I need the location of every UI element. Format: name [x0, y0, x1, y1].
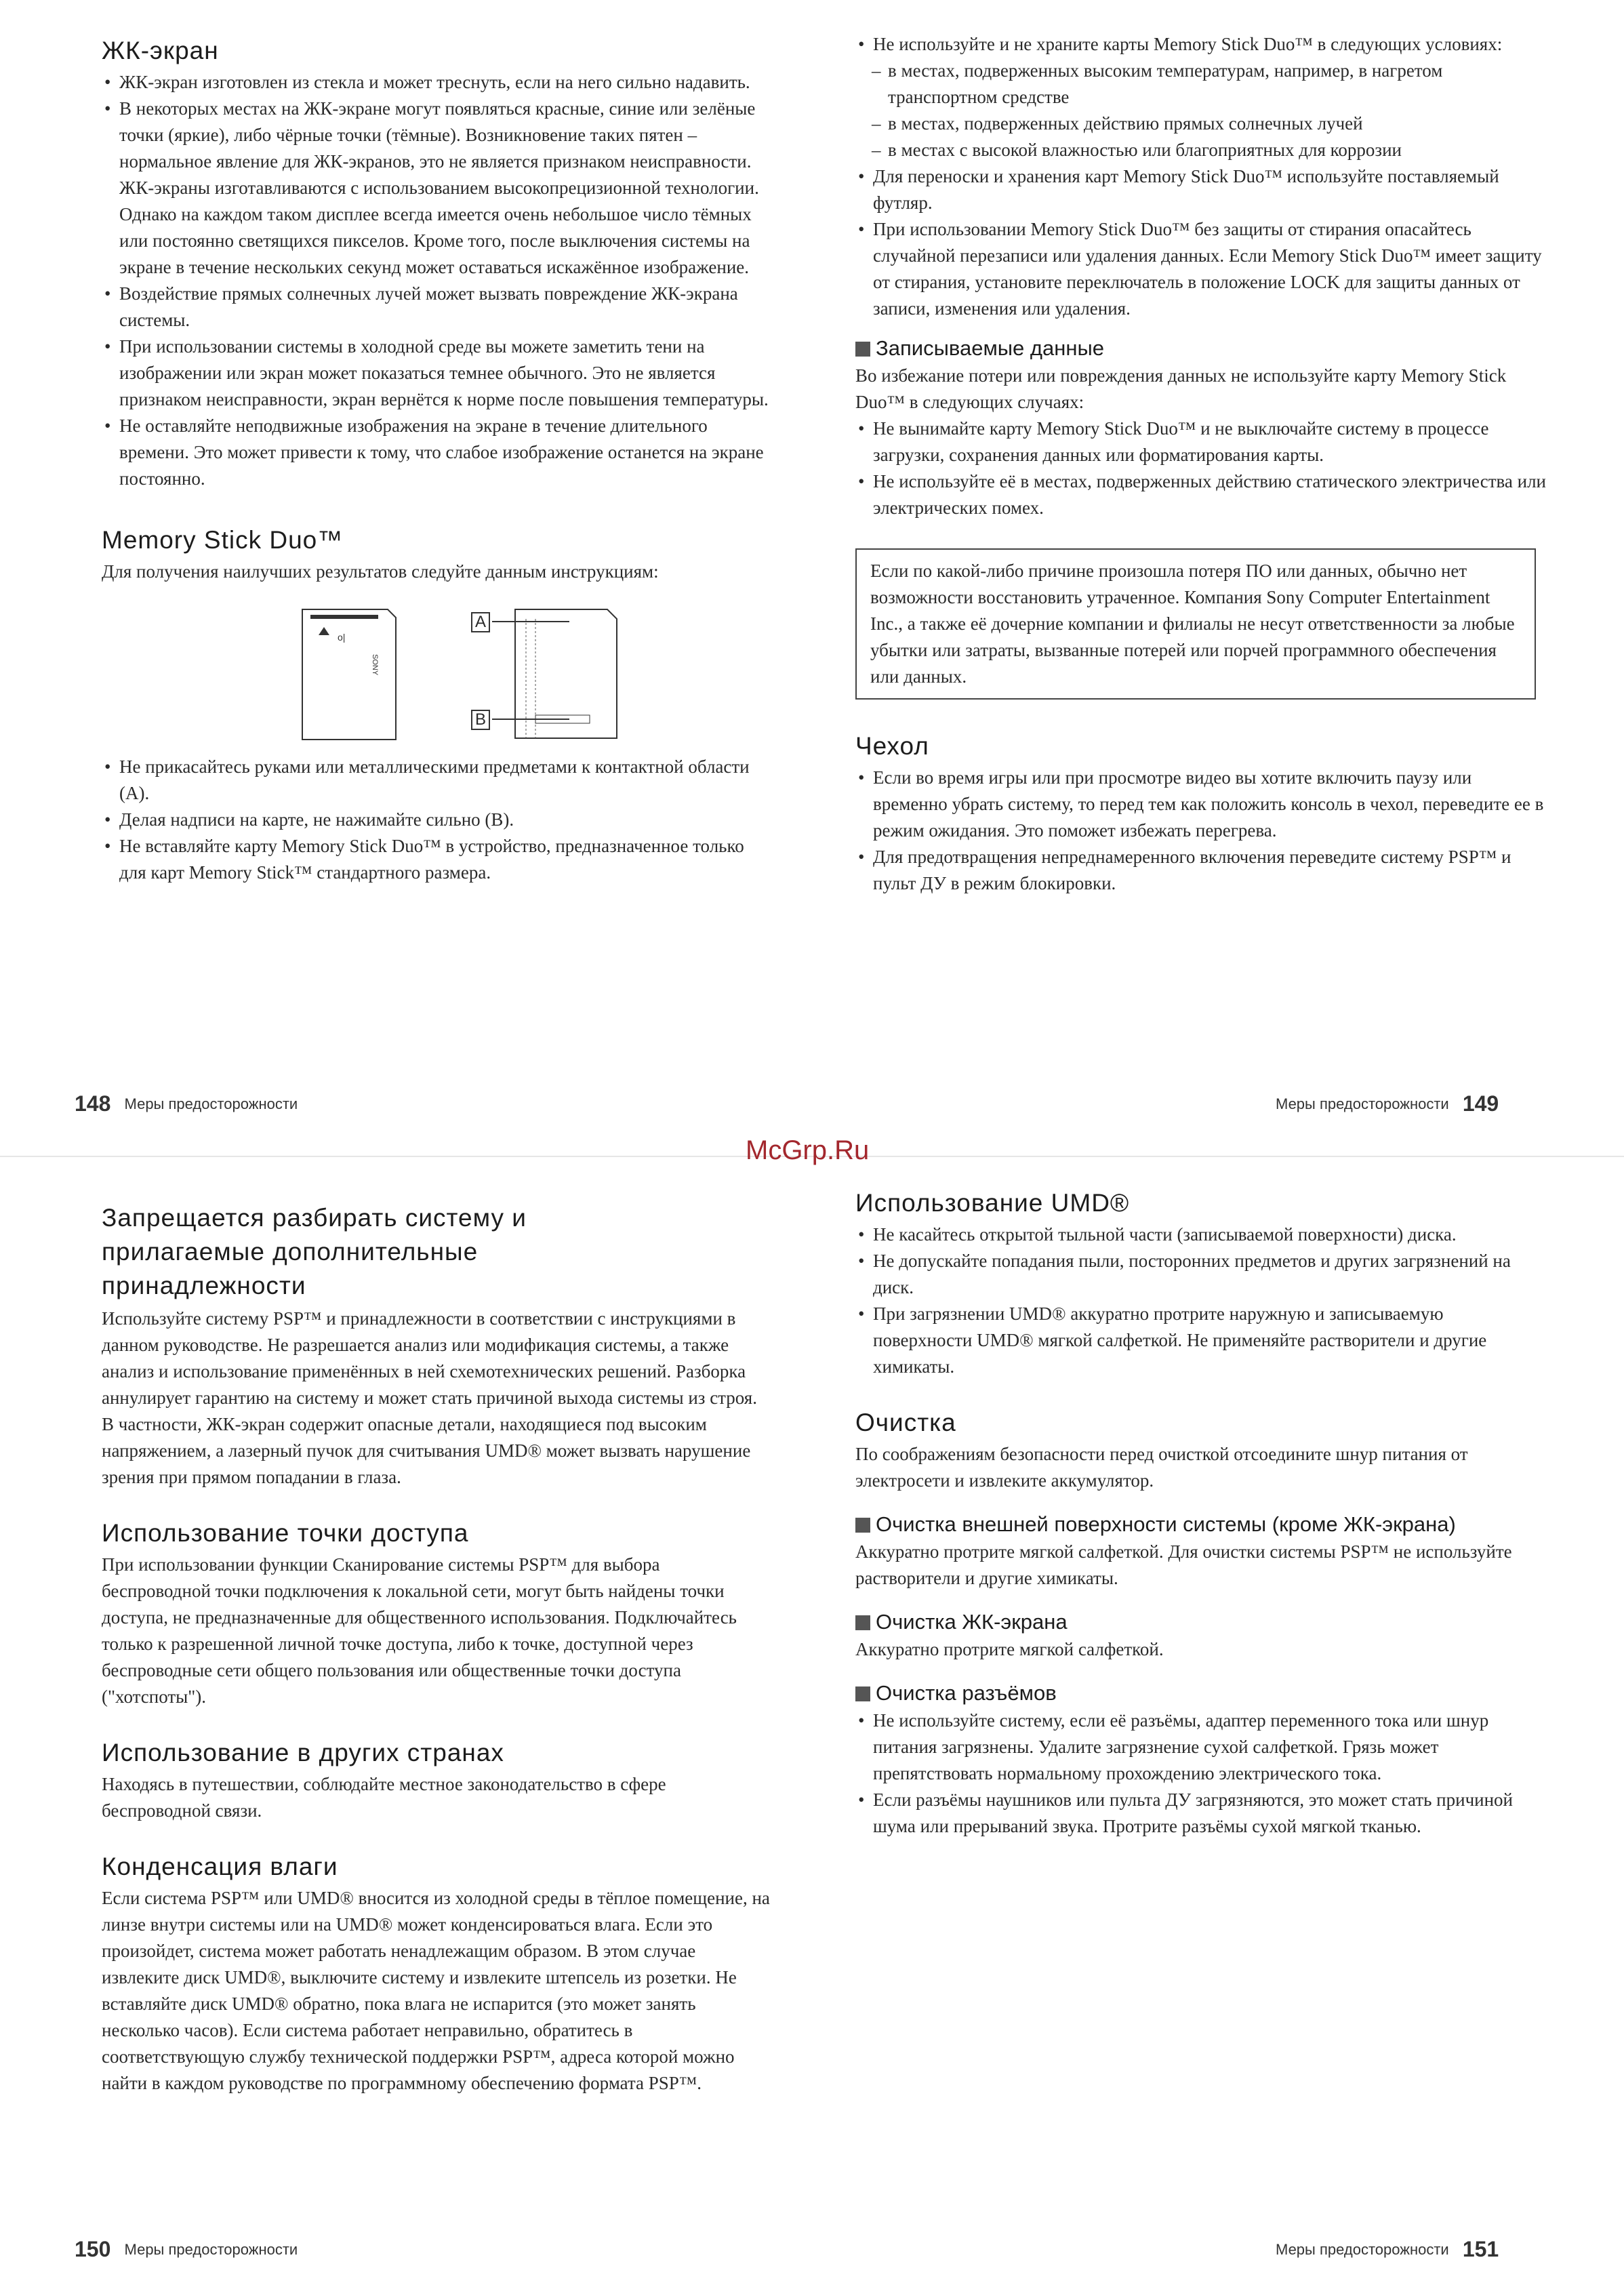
lcd-bullets [102, 69, 773, 492]
section-square-icon [855, 1518, 870, 1533]
svg-text:o|: o| [338, 632, 346, 643]
footer-text: Меры предосторожности [124, 2241, 298, 2258]
list-item: • Не допускайте попадания пыли, посторонних предметов и других загрязнений на диск. [855, 1248, 1547, 1301]
memory-stick-front-icon [298, 607, 400, 742]
list-item: • Делая надписи на карте, не нажимайте сильно (B). [102, 807, 773, 833]
cleaning-intro: По соображениям безопасности перед очисткой отсоедините шнур питания от электросети и извлеките аккумулятор. [855, 1444, 1468, 1491]
list-item: – в местах, подверженных действию прямых солнечных лучей [855, 110, 1547, 137]
list-item: • Не прикасайтесь руками или металлическими предметами к контактной области (A). [102, 754, 773, 807]
umd-bullets [855, 1221, 1547, 1380]
section-square-icon [855, 1686, 870, 1701]
storage-bullets [855, 31, 1547, 322]
list-item [855, 31, 1547, 163]
page-footer-148 [65, 1091, 298, 1116]
list-item: • Не касайтесь открытой тыльной части (записываемой поверхности) диска. [855, 1221, 1547, 1248]
cleaning-heading: Очистка [855, 1409, 956, 1436]
data-loss-notice: Если по какой-либо причине произошла потеря ПО или данных, обычно нет возможности восстановить утраченное. Компания Sony Computer Entertainment Inc., а также её дочерние компании и филиалы не несут ответственности за любые убытки или затраты, вызванные потерей или порчей программного обеспечения или данных. [855, 548, 1536, 700]
recordable-data-intro: Во избежание потери или повреждения данных не используйте карту Memory Stick Duo™ в следующих случаях: [855, 365, 1507, 412]
lcd-cleaning-text: Аккуратно протрите мягкой салфеткой. [855, 1639, 1164, 1659]
lcd-cleaning-title: Очистка ЖК-экрана [876, 1610, 1068, 1634]
page-number: 151 [1462, 2237, 1499, 2261]
list-item: • Для переноски и хранения карт Memory Stick Duo™ используйте поставляемый футляр. [855, 163, 1547, 216]
recordable-data-heading [855, 336, 1547, 361]
page-number: 148 [75, 1091, 111, 1116]
storage-conditions [855, 58, 1547, 163]
exterior-cleaning-heading [855, 1512, 1547, 1537]
other-countries-text: Находясь в путешествии, соблюдайте местное законодательство в сфере беспроводной связи. [102, 1774, 666, 1821]
page-footer-150 [65, 2237, 298, 2262]
condensation-heading: Конденсация влаги [102, 1853, 338, 1880]
svg-text:SONY: SONY [371, 654, 379, 676]
page-150-column [102, 1201, 773, 2097]
list-item: • При загрязнении UMD® аккуратно протрите наружную и записываемую поверхности UMD® мягкой салфеткой. Не применяйте растворители и другие химикаты. [855, 1301, 1547, 1380]
disassembly-text: Используйте систему PSP™ и принадлежности в соответствии с инструкциями в данном руководстве. Не разрешается анализ или модификация системы, а также анализ и использование применённых в ней схемотехнических решений. Разборка аннулирует гарантию на систему и может стать причиной выхода системы из строя. В частности, ЖК-экран содержит опасные детали, находящиеся под высоким напряжением, а лазерный пучок для считывания UMD® может вызвать нарушение зрения при прямом попадании в глаза. [102, 1308, 757, 1487]
access-point-heading: Использование точки доступа [102, 1519, 469, 1547]
memory-stick-intro: Для получения наилучших результатов следуйте данным инструкциям: [102, 561, 659, 582]
list-item: • При использовании системы в холодной среде вы можете заметить тени на изображении или экран может показаться темнее обычного. Это не является признаком неисправности, экран вернётся к норме после повышения температуры. [102, 334, 773, 413]
connectors-cleaning-heading [855, 1680, 1547, 1706]
section-square-icon [855, 342, 870, 357]
case-bullets [855, 765, 1547, 897]
lcd-cleaning-heading [855, 1609, 1547, 1635]
case-heading: Чехол [855, 732, 929, 760]
connectors-bullets [855, 1708, 1547, 1840]
condensation-text: Если система PSP™ или UMD® вносится из холодной среды в тёплое помещение, на линзе внутри системы или на UMD® может конденсироваться влага. Если это произойдет, система может работать ненадлежащим образом. В этом случае извлеките диск UMD®, выключите систему и извлеките штепсель из розетки. Не вставляйте диск UMD® обратно, пока влага не испарится (это может занять несколько часов). Если система работает неправильно, обратитесь в соответствующую службу технической поддержки PSP™, адреса которой можно найти в каждом руководстве по программному обеспечению формата PSP™. [102, 1888, 770, 2093]
footer-text: Меры предосторожности [1276, 1095, 1449, 1112]
list-item: • Для предотвращения непреднамеренного включения переведите систему PSP™ и пульт ДУ в режим блокировки. [855, 844, 1547, 897]
list-item: • Не вставляйте карту Memory Stick Duo™ в устройство, предназначенное только для карт Memory Stick™ стандартного размера. [102, 833, 773, 886]
umd-heading: Использование UMD® [855, 1189, 1130, 1217]
list-item: • ЖК-экран изготовлен из стекла и может треснуть, если на него сильно надавить. [102, 69, 773, 96]
list-item: • Если разъёмы наушников или пульта ДУ загрязняются, это может стать причиной шума или прерываний звука. Протрите разъёмы сухой мягкой тканью. [855, 1787, 1547, 1840]
page-number: 150 [75, 2237, 111, 2261]
list-item: • Воздействие прямых солнечных лучей может вызвать повреждение ЖК-экрана системы. [102, 281, 773, 334]
page-151-column [855, 1188, 1547, 1840]
label-area-label: B [471, 710, 490, 730]
list-item: • Не оставляйте неподвижные изображения на экране в течение длительного времени. Это может привести к тому, что слабое изображение останется на экране постоянно. [102, 413, 773, 492]
list-item: • Если во время игры или при просмотре видео вы хотите включить паузу или временно убрать систему, то перед тем как положить консоль в чехол, переведите ее в режим ожидания. Это поможет избежать перегрева. [855, 765, 1547, 844]
page-number: 149 [1462, 1091, 1499, 1116]
lcd-heading: ЖК-экран [102, 37, 219, 64]
exterior-cleaning-title: Очистка внешней поверхности системы (кроме ЖК-экрана) [876, 1512, 1456, 1536]
footer-text: Меры предосторожности [124, 1095, 298, 1112]
memory-stick-heading: Memory Stick Duo™ [102, 526, 344, 554]
page-footer-151 [1276, 2237, 1508, 2262]
memory-stick-bullets [102, 754, 773, 886]
memory-stick-illustration [102, 600, 773, 746]
page-149-column [855, 31, 1547, 897]
list-item: • Не вынимайте карту Memory Stick Duo™ и не выключайте систему в процессе загрузки, сохранения данных или форматирования карты. [855, 416, 1547, 468]
list-item: • В некоторых местах на ЖК-экране могут появляться красные, синие или зелёные точки (яркие), либо чёрные точки (тёмные). Возникновение таких пятен – нормальное явление для ЖК-экранов, это не является признаком неисправности. ЖК-экраны изготавливаются с использованием высокопрецизионной технологии. Однако на каждом таком дисплее всегда имеется очень небольшое число тёмных или постоянно светящихся пикселов. Кроме того, после выключения системы на экране в течение нескольких секунд может оставаться искажённое изображение. [102, 96, 773, 281]
recordable-data-bullets [855, 416, 1547, 521]
disassembly-heading: Запрещается разбирать систему и прилагаемые дополнительные принадлежности [102, 1204, 527, 1299]
list-item: • Не используйте систему, если её разъёмы, адаптер переменного тока или шнур питания загрязнены. Удалите загрязнение сухой салфеткой. Грязь может препятствовать нормальному прохождению электрического тока. [855, 1708, 1547, 1787]
other-countries-heading: Использование в других странах [102, 1739, 504, 1766]
footer-text: Меры предосторожности [1276, 2241, 1449, 2258]
list-item: – в местах, подверженных высоким температурам, например, в нагретом транспортном средстве [855, 58, 1547, 110]
storage-lead: Не используйте и не храните карты Memory Stick Duo™ в следующих условиях: [873, 34, 1503, 54]
list-item: – в местах с высокой влажностью или благоприятных для коррозии [855, 137, 1547, 163]
page-footer-149 [1276, 1091, 1508, 1116]
list-item: • Не используйте её в местах, подверженных действию статического электричества или электрических помех. [855, 468, 1547, 521]
section-square-icon [855, 1615, 870, 1630]
access-point-text: При использовании функции Сканирование системы PSP™ для выбора беспроводной точки подключения к локальной сети, могут быть найдены точки доступа, не предназначенные для общественного использования. Подключайтесь только к разрешенной личной точке доступа, либо к точке, доступной через беспроводные сети общего пользования или общественные точки доступа ("хотспоты"). [102, 1554, 737, 1707]
exterior-cleaning-text: Аккуратно протрите мягкой салфеткой. Для очистки системы PSP™ не используйте растворители и другие химикаты. [855, 1541, 1512, 1588]
contact-area-label: A [471, 612, 490, 632]
watermark: McGrp.Ru [746, 1135, 870, 1165]
page-148-column [102, 35, 773, 886]
memory-stick-back-icon [468, 600, 624, 742]
connectors-cleaning-title: Очистка разъёмов [876, 1681, 1057, 1705]
list-item: • При использовании Memory Stick Duo™ без защиты от стирания опасайтесь случайной перезаписи или удаления данных. Если Memory Stick Duo™ имеет защиту от стирания, установите переключатель в положение LOCK для защиты данных от записи, изменения или удаления. [855, 216, 1547, 322]
recordable-data-title: Записываемые данные [876, 336, 1104, 360]
